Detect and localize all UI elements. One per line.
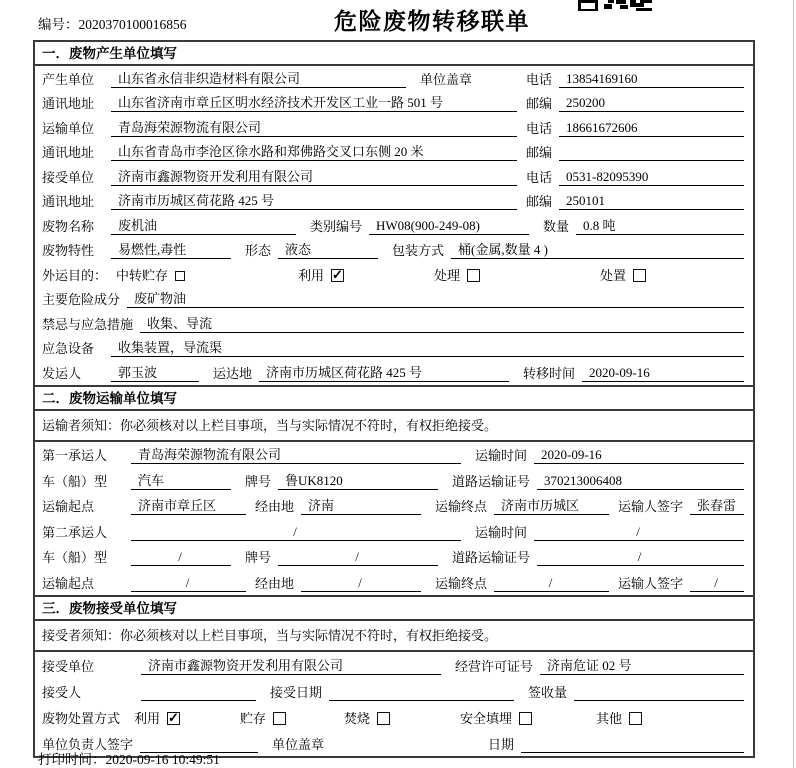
- accepting-unit-field: 济南市鑫源物资开发利用有限公司: [141, 658, 441, 675]
- trait-label: 废物特性: [42, 243, 95, 258]
- producer-row: [35, 66, 753, 91]
- transporter-notice: [35, 411, 753, 442]
- trait-field: 易燃性,毒性: [111, 242, 231, 259]
- terminus-label: 运输终点: [435, 575, 488, 591]
- transfer-form-table: [33, 40, 755, 758]
- option-label: 中转贮存: [116, 267, 169, 283]
- phone-label: 电话: [526, 71, 553, 87]
- carrier2-name-field: /: [131, 524, 461, 541]
- print-time: [38, 748, 220, 768]
- purpose-option-dispose: [600, 268, 646, 284]
- receipt-date-label: 接受日期: [270, 684, 323, 700]
- packing-label: 包装方式: [392, 243, 445, 258]
- carrier1-plate-field: 鲁UK8120: [278, 473, 438, 490]
- equipment-label: 应急设备: [42, 341, 95, 356]
- waste-name-field: 废机油: [111, 218, 296, 235]
- section3-body: [35, 652, 753, 756]
- form-header: [0, 0, 796, 40]
- document-number-label: 编号：: [38, 17, 79, 32]
- section2-header: 二．废物运输单位填写: [35, 385, 753, 411]
- disposal-option-storage: [240, 711, 344, 727]
- disposal-option-incinerate: [344, 711, 460, 727]
- transfer-storage-checkbox: [175, 271, 185, 281]
- hazard-component-row: [35, 287, 753, 312]
- category-field: HW08(900-249-08): [369, 218, 529, 235]
- purpose-option-transfer-storage: [116, 268, 298, 284]
- origin-label: 运输起点: [42, 499, 95, 514]
- unit-seal-label: 单位盖章: [420, 71, 473, 87]
- disposal-option-landfill: [460, 711, 596, 727]
- transporter-label: 运输单位: [42, 120, 95, 136]
- receiver-phone-group: [526, 169, 744, 186]
- carrier2-plate-field: /: [278, 549, 438, 566]
- receipt-row: [35, 678, 753, 704]
- option-label: 利用: [134, 710, 161, 726]
- emergency-equipment-row: [35, 336, 753, 361]
- carrier1-name-field: 青岛海荣源物流有限公司: [131, 447, 461, 464]
- zip-label: 邮编: [526, 145, 553, 160]
- transporter-sign-label: 运输人签字: [618, 575, 684, 591]
- destination-field: 济南市历城区荷花路 425 号: [259, 365, 509, 382]
- emergency-label: 禁忌与应急措施: [42, 316, 134, 332]
- purpose-option-recycle: [298, 268, 434, 284]
- transporter-address-field: 山东省青岛市李沧区徐水路和郑佛路交叉口东侧 20 米: [111, 144, 517, 161]
- receiver-zip-group: [526, 193, 744, 210]
- transporter-row: [35, 115, 753, 140]
- receipt-date-field: [329, 685, 514, 701]
- disposal-method-row: [35, 704, 753, 730]
- option-label: 贮存: [240, 710, 267, 726]
- address-label: 通讯地址: [42, 194, 95, 209]
- producer-address-row: [35, 91, 753, 116]
- quantity-label: 数量: [543, 218, 570, 234]
- carrier2-terminus-field: /: [494, 575, 609, 592]
- address-label: 通讯地址: [42, 145, 95, 160]
- transporter-zip-group: [526, 145, 744, 161]
- transport-time-label: 运输时间: [475, 524, 528, 540]
- carrier1-sign-field: 张春雷: [690, 498, 744, 515]
- section1-header: 一．废物产生单位填写: [35, 42, 753, 66]
- category-label: 类别编号: [310, 218, 363, 234]
- transfer-date-label: 转移时间: [523, 365, 576, 381]
- equipment-field: 收集装置，导流渠: [111, 340, 744, 357]
- carrier2-label: 第二承运人: [42, 524, 108, 540]
- emergency-measures-row: [35, 311, 753, 336]
- option-label: 焚烧: [344, 710, 371, 726]
- transfer-purpose-row: [35, 262, 753, 287]
- producer-zip-group: [526, 95, 744, 112]
- received-amount-field: [574, 685, 744, 701]
- receiver-zip-field: 250101: [559, 193, 744, 210]
- carrier1-origin-field: 济南市章丘区: [131, 498, 246, 515]
- receiver-phone-field: 0531-82095390: [559, 169, 744, 186]
- license-field: 济南危证 02 号: [540, 658, 744, 675]
- notice-text: 你必须核对以上栏目事项，当与实际情况不符时，有权拒绝接受。: [120, 417, 498, 433]
- section2-body: [35, 442, 753, 595]
- date-label: 日期: [488, 736, 515, 752]
- dispose-checkbox: [633, 269, 646, 282]
- destination-label: 运达地: [213, 365, 253, 381]
- option-label: 处理: [434, 267, 461, 283]
- vehicle-type-label: 车（船）型: [42, 550, 108, 565]
- packing-field: 桶(金属,数量 4 ): [451, 242, 744, 259]
- section1-body: [35, 66, 753, 385]
- form-label: 形态: [245, 243, 272, 258]
- transporter-name-field: 青岛海荣源物流有限公司: [111, 120, 517, 137]
- origin-label: 运输起点: [42, 575, 95, 591]
- print-time-label: 打印时间：: [38, 752, 106, 767]
- hazard-label: 主要危险成分: [42, 292, 121, 307]
- emergency-field: 收集、导流: [140, 316, 744, 333]
- carrier1-route-row: [35, 493, 753, 519]
- carrier2-origin-field: /: [131, 575, 246, 592]
- carrier2-via-field: /: [301, 575, 421, 592]
- option-label: 安全填埋: [460, 710, 513, 726]
- waste-name-row: [35, 213, 753, 238]
- producer-label: 产生单位: [42, 71, 95, 87]
- carrier1-permit-field: 370213006408: [537, 473, 744, 490]
- transporter-address-row: [35, 140, 753, 165]
- notice-label: 接受者须知：: [42, 627, 121, 643]
- accepting-unit-row: [35, 652, 753, 678]
- disposal-option-other: [596, 711, 642, 727]
- disposal-other-checkbox: [629, 712, 642, 725]
- recycle-checkbox: [331, 269, 344, 282]
- carrier1-time-field: 2020-09-16: [534, 447, 744, 464]
- receiver-notice: [35, 621, 753, 652]
- license-label: 经营许可证号: [455, 658, 534, 674]
- phone-label: 电话: [526, 120, 553, 136]
- receiver-label: 接受单位: [42, 169, 95, 185]
- received-amount-label: 签收量: [528, 684, 568, 700]
- option-label: 利用: [298, 267, 325, 283]
- plate-label: 牌号: [245, 550, 272, 565]
- purpose-option-treat: [434, 268, 600, 284]
- treat-checkbox: [467, 269, 480, 282]
- signoff-date-field: [521, 737, 744, 753]
- producer-phone-group: [526, 71, 744, 88]
- via-label: 经由地: [255, 575, 295, 591]
- producer-name-field: 山东省永信非织造材料有限公司: [111, 71, 406, 88]
- vehicle-type-label: 车（船）型: [42, 473, 108, 489]
- shipper-field: 郭玉波: [111, 365, 199, 382]
- disposal-recycle-checkbox: [167, 712, 180, 725]
- carrier1-terminus-field: 济南市历城区: [494, 498, 609, 515]
- carrier2-route-row: [35, 569, 753, 595]
- disposal-option-recycle: [134, 711, 240, 727]
- carrier2-time-field: /: [534, 524, 744, 541]
- receiver-address-row: [35, 189, 753, 214]
- print-time-value: 2020-09-16 10:49:51: [105, 752, 220, 767]
- unit-head-sign-label: 单位负责人签字: [42, 736, 134, 752]
- phone-label: 电话: [526, 169, 553, 185]
- receiver-address-field: 济南市历城区荷花路 425 号: [111, 193, 517, 210]
- shipper-label: 发运人: [42, 365, 82, 381]
- zip-label: 邮编: [526, 194, 553, 209]
- carrier1-vehicle-row: [35, 467, 753, 493]
- recipient-field: [141, 685, 256, 701]
- option-label: 其他: [596, 710, 623, 726]
- transporter-sign-label: 运输人签字: [618, 499, 684, 514]
- carrier2-vehicle-row: [35, 544, 753, 570]
- document-number: [38, 13, 187, 33]
- purpose-label: 外运目的：: [42, 267, 108, 283]
- page-edge-line: [793, 0, 794, 768]
- transporter-phone-group: [526, 120, 744, 137]
- address-label: 通讯地址: [42, 96, 95, 111]
- carrier2-vehicle-field: /: [131, 549, 231, 566]
- road-permit-label: 道路运输证号: [452, 550, 531, 565]
- qr-code-fragment-icon: [578, 0, 654, 11]
- quantity-field: 0.8 吨: [576, 218, 744, 235]
- waste-trait-row: [35, 238, 753, 263]
- carrier2-sign-field: /: [690, 575, 744, 592]
- disposal-method-label: 废物处置方式: [42, 710, 121, 726]
- producer-address-field: 山东省济南市章丘区明水经济技术开发区工业一路 501 号: [111, 95, 517, 112]
- option-label: 处置: [600, 267, 627, 283]
- producer-phone-field: 13854169160: [559, 71, 744, 88]
- notice-text: 你必须核对以上栏目事项，当与实际情况不符时，有权拒绝接受。: [120, 627, 498, 643]
- road-permit-label: 道路运输证号: [452, 473, 531, 489]
- carrier2-name-row: [35, 518, 753, 544]
- plate-label: 牌号: [245, 473, 272, 489]
- section3-header: 三．废物接受单位填写: [35, 595, 753, 621]
- terminus-label: 运输终点: [435, 499, 488, 514]
- hazard-field: 废矿物油: [127, 291, 744, 308]
- transfer-date-field: 2020-09-16: [582, 365, 744, 382]
- unit-seal-label: 单位盖章: [272, 736, 325, 752]
- accepting-unit-label: 接受单位: [42, 658, 95, 674]
- receiver-name-field: 济南市鑫源物资开发利用有限公司: [111, 169, 517, 186]
- carrier1-vehicle-field: 汽车: [131, 473, 231, 490]
- receiver-row: [35, 164, 753, 189]
- transport-time-label: 运输时间: [475, 448, 528, 463]
- disposal-landfill-checkbox: [519, 712, 532, 725]
- producer-zip-field: 250200: [559, 95, 744, 112]
- page-title: 危险废物转移联单: [334, 9, 530, 34]
- carrier1-label: 第一承运人: [42, 448, 108, 463]
- form-field: 液态: [278, 242, 378, 259]
- disposal-storage-checkbox: [273, 712, 286, 725]
- carrier1-name-row: [35, 442, 753, 468]
- waste-name-label: 废物名称: [42, 218, 95, 234]
- disposal-incinerate-checkbox: [377, 712, 390, 725]
- transporter-zip-field: [559, 145, 744, 161]
- transporter-phone-field: 18661672606: [559, 120, 744, 137]
- document-number-value: 2020370100016856: [78, 17, 187, 32]
- dispatch-row: [35, 360, 753, 385]
- carrier1-via-field: 济南: [301, 498, 421, 515]
- recipient-label: 接受人: [42, 684, 82, 700]
- notice-label: 运输者须知：: [42, 417, 121, 433]
- via-label: 经由地: [255, 499, 295, 514]
- carrier2-permit-field: /: [537, 549, 744, 566]
- zip-label: 邮编: [526, 96, 553, 111]
